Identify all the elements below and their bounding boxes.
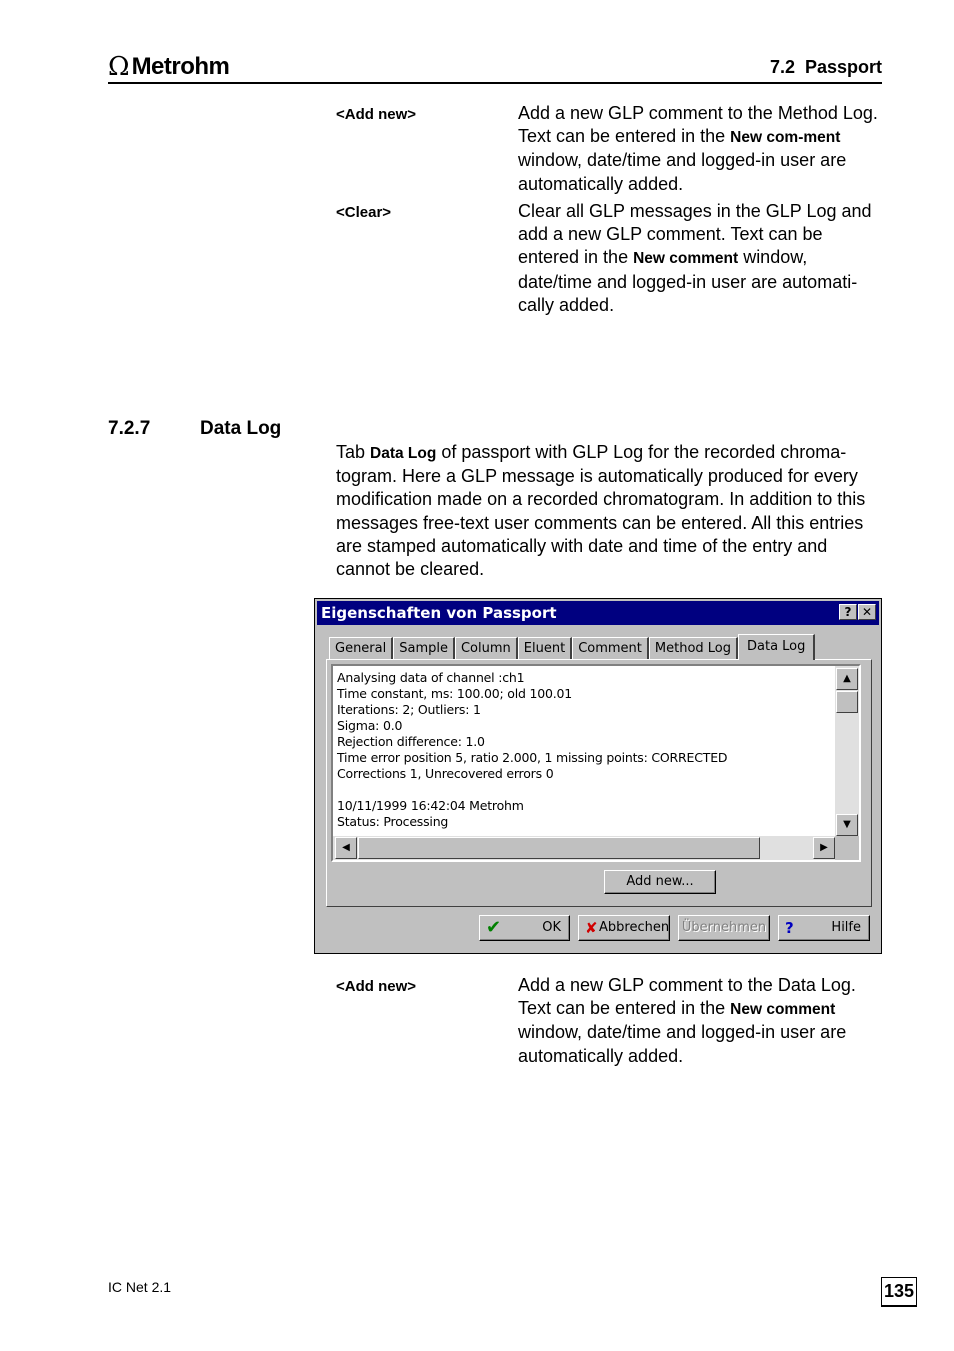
x-icon: ✘ [585, 919, 598, 937]
log-textbox[interactable] [331, 664, 861, 862]
scroll-down-arrow-icon[interactable]: ▼ [836, 814, 858, 836]
tab-comment[interactable]: Comment [572, 637, 649, 659]
passport-dialog [314, 598, 882, 954]
tab-sample[interactable]: Sample [393, 637, 455, 659]
tab-method-log[interactable]: Method Log [649, 637, 738, 659]
add-new-button[interactable]: Add new... [604, 870, 716, 894]
tab-strip [329, 635, 815, 659]
dialog-title: Eigenschaften von Passport [321, 604, 557, 622]
question-icon: ? [785, 919, 794, 937]
log-line: Time constant, ms: 100.00; old 100.01 [337, 686, 573, 701]
tab-data-log[interactable]: Data Log [738, 634, 815, 660]
log-line: Time error position 5, ratio 2.000, 1 missing points: CORRECTED [337, 750, 728, 765]
dialog-titlebar [317, 601, 879, 625]
desc-add-new-data-log: Add a new GLP comment to the Data Log. Text can be entered in the New comment window, date/time and logged-in user are automatically added. [518, 975, 856, 1066]
tab-eluent[interactable]: Eluent [518, 637, 572, 659]
scroll-left-arrow-icon[interactable]: ◀ [335, 837, 357, 859]
desc-clear: Clear all GLP messages in the GLP Log and add a new GLP comment. Text can be entered in the New comment window, date/time and logged-in user are automati-cally added. [518, 201, 872, 315]
page-number: 135 [883, 1281, 915, 1301]
ok-button[interactable]: ✔ OK [479, 915, 570, 941]
cancel-button[interactable]: ✘ Abbrechen [578, 915, 670, 941]
vertical-scrollbar[interactable] [835, 666, 859, 838]
brand-name: Metrohm [131, 53, 230, 80]
title-help-button[interactable]: ? [839, 604, 857, 620]
log-line: Sigma: 0.0 [337, 718, 403, 733]
data-log-panel [326, 659, 872, 907]
term-add-new: <Add new> [336, 106, 417, 123]
apply-button[interactable]: Übernehmen [678, 915, 770, 941]
checkmark-icon: ✔ [486, 917, 502, 938]
running-header: 7.2 Passport [769, 57, 882, 77]
horizontal-scroll-thumb[interactable] [358, 837, 760, 859]
header-rule [108, 82, 882, 84]
term-add-new-data-log: <Add new> [336, 978, 417, 995]
scroll-up-arrow-icon[interactable]: ▲ [836, 668, 858, 690]
section-intro: Tab Data Log of passport with GLP Log for the recorded chroma-togram. Here a GLP message is automatically produced for every modification made on a recorded chromatogram. In addition to this messages free-text user comments can be entered. All this entries are stamped automatically with date and time of the entry and cannot be cleared. [336, 442, 866, 580]
section-number: 7.2.7 [108, 418, 151, 439]
section-title: Data Log [200, 418, 282, 439]
log-line [337, 782, 727, 798]
log-line: Analysing data of channel :ch1 [337, 670, 525, 685]
log-text [337, 670, 727, 830]
scroll-right-arrow-icon[interactable]: ▶ [813, 837, 835, 859]
log-line: 10/11/1999 16:42:04 Metrohm [337, 798, 524, 813]
footer-product: IC Net 2.1 [108, 1279, 172, 1295]
omega-logo-icon: Ω [108, 52, 130, 82]
page-number-rule [881, 1305, 917, 1307]
title-close-button[interactable]: ✕ [858, 604, 876, 620]
horizontal-scrollbar[interactable] [333, 836, 837, 860]
metrohm-logo [108, 52, 229, 82]
log-line: Corrections 1, Unrecovered errors 0 [337, 766, 554, 781]
desc-add-new: Add a new GLP comment to the Method Log. Text can be entered in the New com-ment window, date/time and logged-in user are automatically added. [518, 103, 878, 194]
scroll-corner [835, 836, 859, 860]
help-button[interactable]: ? Hilfe [778, 915, 870, 941]
tab-general[interactable]: General [329, 637, 393, 659]
scroll-thumb[interactable] [836, 691, 858, 713]
log-line: Iterations: 2; Outliers: 1 [337, 702, 481, 717]
term-clear: <Clear> [336, 204, 392, 221]
log-line: Rejection difference: 1.0 [337, 734, 485, 749]
tab-column[interactable]: Column [455, 637, 518, 659]
log-line: Status: Processing [337, 814, 449, 829]
